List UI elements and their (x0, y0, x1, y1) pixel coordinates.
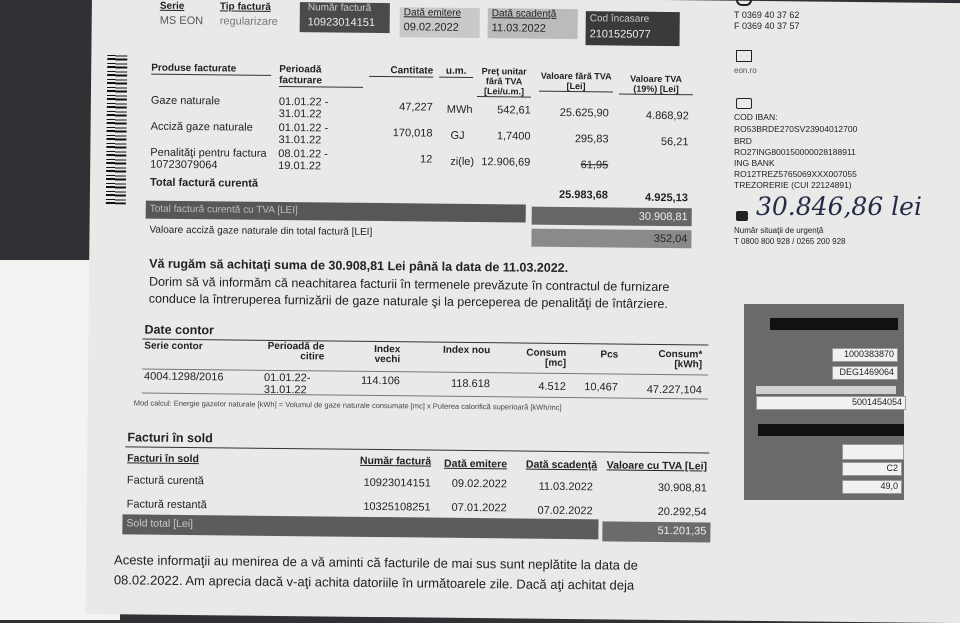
contor-h-kwh: Consum* [kWh] (658, 348, 703, 371)
client-info-panel (744, 304, 904, 500)
col-pret: Preţ unitar fără TVA [Lei/u.m.] (477, 66, 531, 98)
sold-row1-emitere: 09.02.2022 (451, 477, 507, 491)
contor-h-perioada: Perioadă de citire (267, 340, 325, 363)
notice-line1: Vă rugăm să achitaţi suma de 30.908,81 Lei până la data de 11.03.2022. (149, 256, 569, 276)
total-value: 25.983,68 (558, 188, 608, 202)
contact-online: eon.ro (734, 66, 757, 75)
first-aid-icon (736, 211, 748, 221)
cod-incasare-box (585, 11, 679, 46)
sold-row2-nr: 10325108251 (363, 500, 431, 514)
numar-value: 10923014151 (307, 16, 376, 29)
row3-period: 08.01.22 - 19.01.22 (278, 147, 328, 173)
contor-rule-3 (142, 393, 708, 400)
sold-total-bar (122, 514, 598, 539)
footer-line2: 08.02.2022. Am aprecia dacă v-aţi achita datoriile în următoarele zile. Dacă aţi achitat deja (113, 572, 635, 593)
sold-total-value: 51.201,35 (657, 524, 707, 538)
total-label: Total factură curentă (149, 176, 259, 190)
contor-kwh: 47.227,104 (646, 383, 702, 397)
col-produse: Produse facturate (151, 63, 271, 76)
sold-row2-scadenta: 07.02.2022 (537, 504, 593, 518)
notice-line2: Dorim să vă informăm că neachitarea facturii în termenele prevăzute în contractul de furnizare (148, 274, 670, 295)
acciza-value-box (531, 229, 691, 249)
serie-label: Serie (159, 0, 185, 12)
sold-total-value-box (602, 521, 710, 542)
urgenta-label: Număr situaţii de urgenţă (734, 226, 824, 235)
sold-row2-name: Factură restantă (126, 498, 207, 512)
scadenta-value: 11.03.2022 (491, 22, 546, 35)
total-tva-bar (146, 201, 526, 223)
row1-period: 01.01.22 - 31.01.22 (278, 95, 329, 121)
card-icon (736, 98, 752, 109)
acciza-label: Valoare acciză gaze naturale din total factură [LEI] (149, 224, 373, 238)
row1-tva: 4.868,92 (645, 109, 689, 123)
panel-field-4: C2 (842, 462, 902, 476)
col-perioada: Perioadă facturare (279, 64, 363, 88)
products-table (145, 61, 693, 257)
acciza-value: 352,04 (653, 232, 688, 246)
contor-h-pcs: Pcs (600, 349, 619, 361)
contor-h-nou: Index nou (442, 344, 491, 357)
contor-pcs: 10,467 (584, 381, 618, 394)
row3-qty: 12 (419, 153, 433, 166)
sold-row1-name: Factură curentă (126, 474, 205, 488)
sold-h-scadenta: Dată scadenţă (525, 458, 598, 472)
row2-um: GJ (450, 129, 465, 142)
notice-line3: conduce la întreruperea furnizării de gaze naturale şi la perceperea de penalităţi de întârziere. (148, 291, 668, 312)
row1-price: 542,61 (497, 104, 531, 117)
sold-h-emitere: Dată emitere (444, 457, 508, 471)
row2-value: 295,83 (574, 133, 609, 146)
contor-serie: 4004.1298/2016 (143, 370, 224, 384)
barcode (106, 54, 128, 204)
contact-phone: T 0369 40 37 62 (734, 10, 800, 20)
total-tva-value-box (532, 207, 692, 227)
sold-h-name: Facturi în sold (127, 452, 199, 466)
sold-row1-scadenta: 11.03.2022 (538, 480, 593, 494)
tip-value: regularizare (219, 15, 278, 28)
redaction-bar-1 (770, 318, 898, 330)
row1-name: Gaze naturale (150, 94, 221, 108)
sold-total-label: Sold total [Lei] (126, 517, 194, 531)
total-tva-label: Total factură curentă cu TVA [LEI] (149, 203, 298, 217)
row3-value: 61,95 (580, 159, 609, 172)
scadenta-label: Dată scadenţă (491, 8, 557, 20)
panel-field-5: 49,0 (842, 480, 902, 494)
contor-rule-2 (142, 369, 708, 376)
tip-label: Tip factură (219, 1, 271, 13)
col-valoare: Valoare fără TVA [Lei] (540, 70, 612, 92)
row1-value: 25.625,90 (559, 106, 609, 120)
numar-label: Număr factură (307, 2, 372, 14)
panel-field-empty (842, 444, 904, 460)
emitere-label: Dată emitere (403, 7, 462, 19)
monitor-icon (736, 50, 752, 62)
col-um: u.m. (439, 66, 473, 78)
header-strip (160, 1, 690, 47)
phone-icon (736, 0, 752, 6)
row2-qty: 170,018 (392, 127, 433, 140)
redaction-bar-2 (758, 424, 904, 436)
iban-line-3: RO27ING800150000028188911 (734, 147, 856, 157)
sold-row2-emitere: 07.01.2022 (451, 501, 507, 515)
col-cantitate: Cantitate (369, 65, 433, 78)
handwritten-amount: 30.846,86 lei (756, 192, 922, 221)
total-tva-value: 30.908,81 (638, 210, 688, 224)
panel-field-2: DEG1469064 (832, 366, 898, 380)
panel-field-3: 5001454054 (756, 396, 906, 410)
total-tva: 4.925,13 (645, 191, 688, 205)
col-tva: Valoare TVA (19%) [Lei] (619, 74, 693, 96)
sold-row1-valoare: 30.908,81 (657, 481, 707, 495)
iban-line-1: RO53BRDE270SV23904012700 (734, 124, 858, 134)
emitere-value: 09.02.2022 (403, 21, 459, 34)
contact-fax: F 0369 40 37 57 (734, 21, 800, 31)
contact-column (730, 0, 930, 260)
contor-title: Date contor (144, 322, 215, 338)
contor-h-vechi: Index vechi (374, 343, 401, 366)
row1-qty: 47,227 (399, 101, 433, 114)
row1-um: MWh (446, 103, 473, 116)
iban-line-6: TREZORERIE (CUI 22124891) (734, 180, 852, 190)
iban-label: COD IBAN: (734, 112, 778, 122)
contor-consum: 4.512 (538, 380, 566, 393)
row3-price: 12.906,69 (481, 156, 531, 169)
cod-incasare-label: Cod încasare (589, 13, 650, 25)
sold-row2-valoare: 20.292,54 (657, 505, 707, 519)
footer-line1: Aceste informaţii au menirea de a vă aminti că facturile de mai sus sunt neplătite la data de (113, 552, 639, 573)
row2-tva: 56,21 (660, 135, 689, 149)
sold-h-nr: Număr factură (359, 454, 432, 468)
contor-rule (142, 339, 708, 346)
iban-line-2: BRD (734, 136, 752, 146)
iban-line-5: RO12TREZ5765069XXX007055 (734, 169, 857, 179)
row2-period: 01.01.22 - 31.01.22 (278, 121, 329, 147)
emitere-box (400, 7, 480, 38)
contor-nou: 118.618 (450, 377, 490, 391)
numar-box (300, 2, 390, 33)
contor-vechi: 114.106 (360, 374, 401, 388)
row3-um: zi(le) (450, 155, 475, 169)
panel-field-blank (756, 386, 896, 394)
contor-h-consum: Consum [mc] (526, 347, 567, 369)
sold-title: Facturi în sold (127, 430, 213, 446)
serie-value: MS EON (159, 14, 204, 28)
row3-name: Penalităţi pentru factura 10723079064 (150, 146, 267, 172)
urgenta-phone: T 0800 800 928 / 0265 200 928 (734, 237, 846, 246)
row2-price: 1,7400 (496, 130, 531, 143)
iban-line-4: ING BANK (734, 158, 775, 168)
row2-name: Acciză gaze naturale (150, 120, 253, 134)
panel-field-1: 1000383870 (832, 348, 898, 362)
sold-h-valoare: Valoare cu TVA [Lei] (606, 459, 708, 473)
contor-h-serie: Serie contor (144, 340, 203, 353)
contor-period: 01.01.22- 31.01.22 (263, 371, 311, 397)
scadenta-box (488, 8, 578, 39)
sold-row1-nr: 10923014151 (363, 476, 431, 490)
cod-incasare-value: 2101525077 (589, 28, 651, 41)
contor-note: Mod calcul: Energie gazelor naturale [kWh] = Volumul de gaze naturale consumate [mc] x Puterea calorifică superioară [kWh/mc] (133, 398, 562, 412)
